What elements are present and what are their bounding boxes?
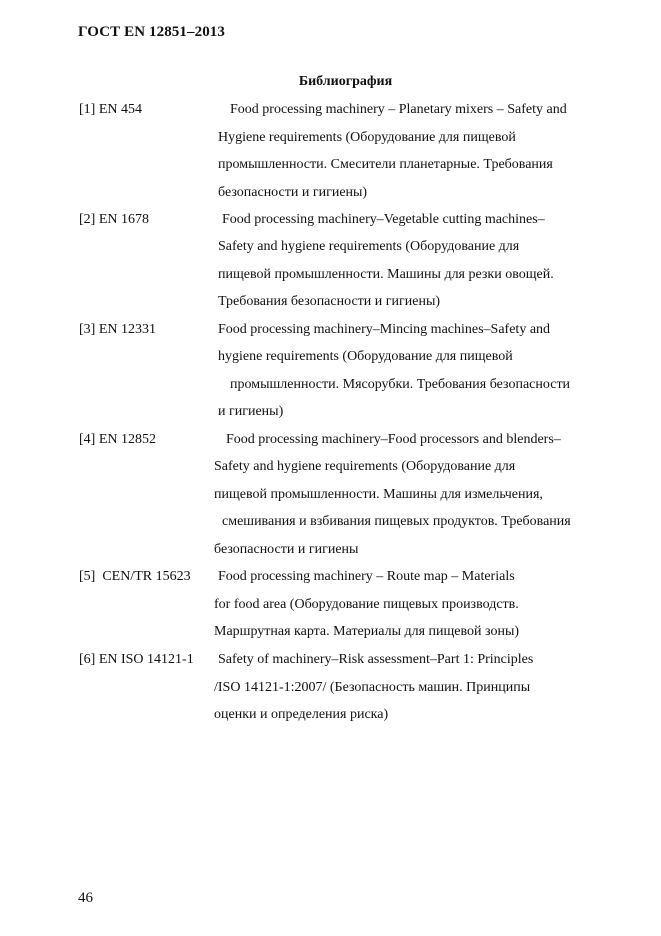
entry-text-line: промышленности. Мясорубки. Требования безопасности bbox=[230, 377, 571, 392]
entry-text-line: Требования безопасности и гигиены) bbox=[218, 294, 441, 309]
page-number: 46 bbox=[78, 890, 93, 906]
entry-text-line: Food processing machinery–Food processors and blenders– bbox=[226, 432, 561, 447]
entry-text-line: безопасности и гигиены bbox=[214, 542, 359, 557]
entry-code: [1] EN 454 bbox=[79, 102, 142, 117]
entry-text-line: Food processing machinery–Mincing machines–Safety and bbox=[218, 322, 551, 337]
entry-text-line: пищевой промышленности. Машины для измельчения, bbox=[214, 487, 543, 502]
entry-text-line: оценки и определения риска) bbox=[214, 707, 389, 722]
entry-text-line: Safety and hygiene requirements (Оборудование для bbox=[218, 239, 520, 254]
entry-text-line: hygiene requirements (Оборудование для пищевой bbox=[218, 349, 513, 364]
entry-text-line: пищевой промышленности. Машины для резки овощей. bbox=[218, 267, 554, 282]
entry-text-line: смешивания и взбивания пищевых продуктов. Требования bbox=[222, 514, 571, 529]
entry-code: [5] CEN/TR 15623 bbox=[79, 569, 191, 584]
entry-text-line: Food processing machinery–Vegetable cutting machines– bbox=[222, 212, 545, 227]
entry-text-line: Маршрутная карта. Материалы для пищевой зоны) bbox=[214, 624, 520, 639]
entry-text-line: и гигиены) bbox=[218, 404, 284, 419]
entry-code: [2] EN 1678 bbox=[79, 212, 149, 227]
entry-text-line: Food processing machinery – Route map – Materials bbox=[218, 569, 515, 584]
entry-code: [4] EN 12852 bbox=[79, 432, 156, 447]
entry-code: [3] EN 12331 bbox=[79, 322, 156, 337]
entry-text-line: for food area (Оборудование пищевых производств. bbox=[214, 597, 519, 612]
section-title: Библиография bbox=[298, 74, 393, 89]
entry-text-line: Hygiene requirements (Оборудование для пищевой bbox=[218, 130, 516, 145]
entry-text-line: Food processing machinery – Planetary mixers – Safety and bbox=[230, 102, 567, 117]
page-header: ГОСТ EN 12851–2013 bbox=[78, 24, 225, 40]
entry-text-line: Safety and hygiene requirements (Оборудование для bbox=[214, 459, 516, 474]
entry-text-line: Safety of machinery–Risk assessment–Part 1: Principles bbox=[218, 652, 534, 667]
entry-text-line: промышленности. Смесители планетарные. Требования bbox=[218, 157, 553, 172]
entry-text-line: /ISO 14121-1:2007/ (Безопасность машин. Принципы bbox=[214, 680, 531, 695]
entry-code: [6] EN ISO 14121-1 bbox=[79, 652, 194, 667]
entry-text-line: безопасности и гигиены) bbox=[218, 185, 368, 200]
